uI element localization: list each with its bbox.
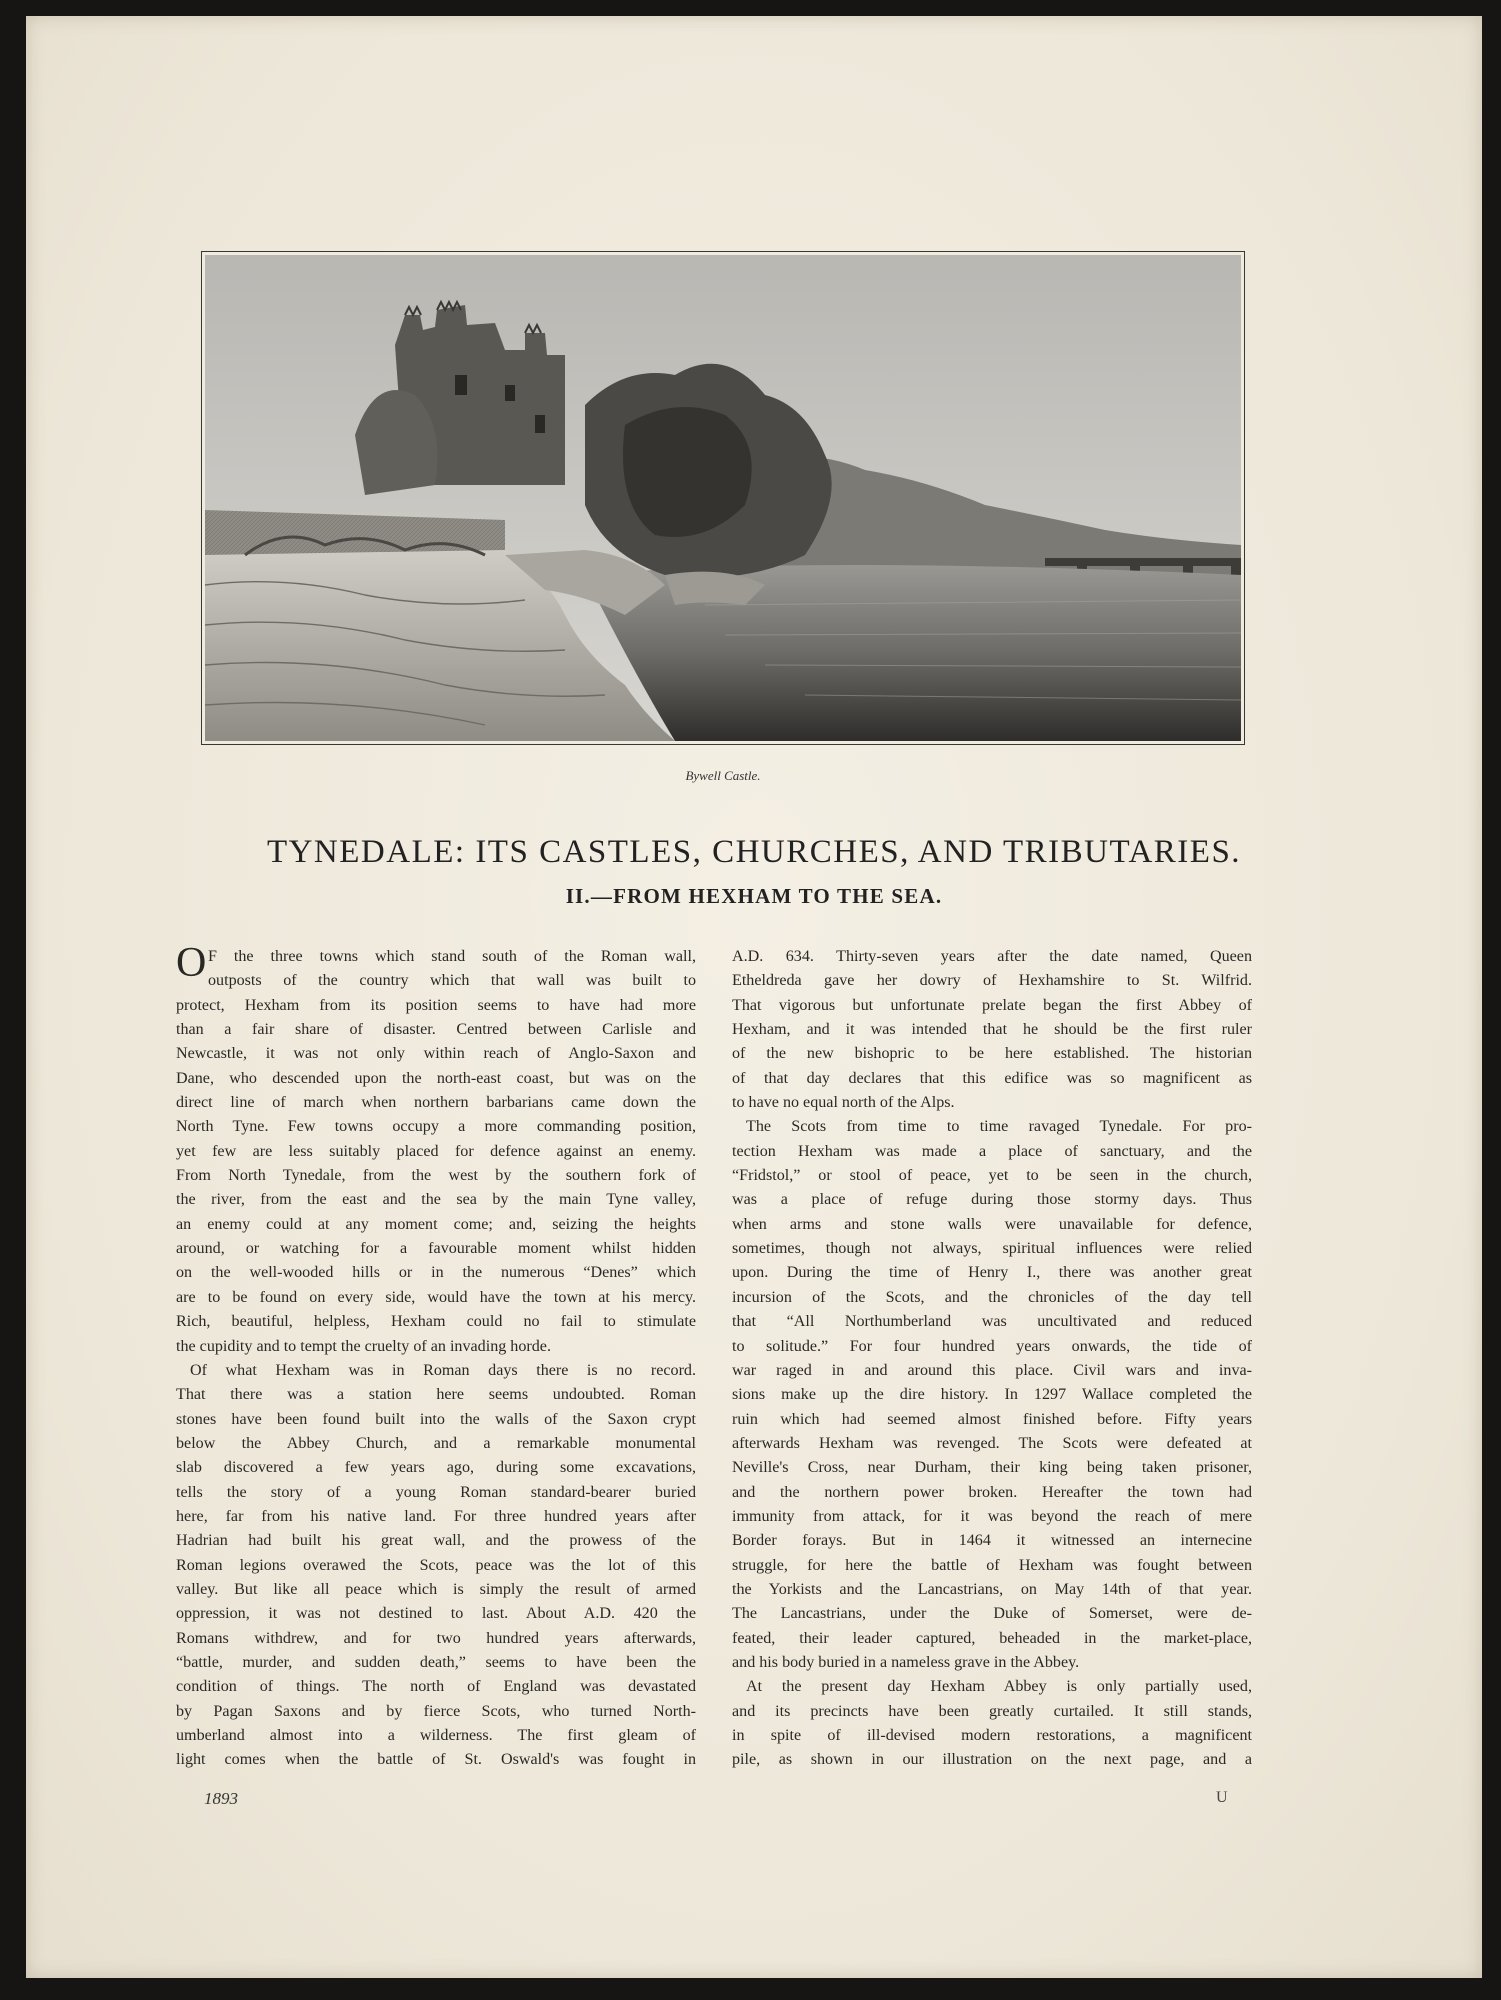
bywell-castle-illustration — [201, 251, 1245, 745]
text-line: tection Hexham was made a place of sanctuary, and the — [732, 1142, 1252, 1160]
page-folio: 1893 — [204, 1789, 238, 1808]
text-line: yet few are less suitably placed for defence against an enemy. — [176, 1142, 696, 1160]
signature-mark: U — [1216, 1789, 1228, 1806]
text-line: the Yorkists and the Lancastrians, on May 14th of that year. — [732, 1580, 1252, 1598]
text-line: than a fair share of disaster. Centred between Carlisle and — [176, 1021, 696, 1039]
text-line: the river, from the east and the sea by the main Tyne valley, — [176, 1191, 696, 1209]
drop-cap: O — [176, 940, 207, 986]
text-line: direct line of march when northern barbarians came down the — [176, 1094, 696, 1112]
text-line: feated, their leader captured, beheaded in the market-place, — [732, 1629, 1252, 1647]
page-sheet — [26, 16, 1482, 1978]
article-title: TYNEDALE: ITS CASTLES, CHURCHES, AND TRIBUTARIES. — [266, 834, 1242, 870]
text-line: incursion of the Scots, and the chronicles of the day tell — [732, 1288, 1252, 1306]
text-line: Romans withdrew, and for two hundred years afterwards, — [176, 1629, 696, 1647]
text-line: That there was a station here seems undoubted. Roman — [176, 1386, 696, 1404]
text-line: Dane, who descended upon the north-east coast, but was on the — [176, 1069, 696, 1087]
text-line: slab discovered a few years ago, during some excavations, — [176, 1459, 696, 1477]
text-line: to solitude.” For four hundred years onwards, the tide of — [732, 1337, 1252, 1355]
text-line: F the three towns which stand south of the Roman wall, — [208, 948, 696, 965]
text-line: “battle, murder, and sudden death,” seems to have been the — [176, 1653, 696, 1671]
text-line: Hexham, and it was intended that he should be the first ruler — [732, 1021, 1252, 1039]
text-line: umberland almost into a wilderness. The first gleam of — [176, 1727, 696, 1744]
text-line: and his body buried in a nameless grave in the Abbey. — [732, 1653, 1080, 1671]
text-line: of that day declares that this edifice was so magnificent as — [732, 1069, 1252, 1087]
text-line: Border forays. But in 1464 it witnessed an internecine — [732, 1532, 1252, 1550]
text-line: when arms and stone walls were unavailable for defence, — [732, 1215, 1252, 1233]
text-line: Roman legions overawed the Scots, peace was the lot of this — [176, 1556, 696, 1574]
text-line: Of what Hexham was in Roman days there is no record. — [190, 1361, 696, 1379]
text-line: of the new bishopric to be here established. The historian — [732, 1045, 1252, 1063]
text-line: protect, Hexham from its position seems to have had more — [176, 996, 696, 1014]
text-line: are to be found on every side, would have the town at his mercy. — [176, 1288, 696, 1306]
text-line: below the Abbey Church, and a remarkable monumental — [176, 1434, 696, 1452]
text-line: oppression, it was not destined to last. About A.D. 420 the — [176, 1605, 696, 1623]
castle-engraving — [205, 255, 1241, 741]
text-line: in spite of ill-devised modern restorations, a magnificent — [732, 1727, 1252, 1744]
text-line: valley. But like all peace which is simply the result of armed — [176, 1580, 696, 1598]
text-line: that “All Northumberland was uncultivated and reduced — [732, 1313, 1252, 1331]
text-line: North Tyne. Few towns occupy a more commanding position, — [176, 1118, 696, 1136]
text-line: tells the story of a young Roman standard-bearer buried — [176, 1483, 696, 1501]
text-line: Etheldreda gave her dowry of Hexhamshire to St. Wilfrid. — [732, 972, 1252, 990]
text-line: sometimes, though not always, spiritual influences were relied — [732, 1240, 1252, 1258]
text-line: upon. During the time of Henry I., there was another great — [732, 1264, 1252, 1282]
text-line: on the well-wooded hills or in the numerous “Denes” which — [176, 1264, 696, 1282]
text-line: here, far from his native land. For three hundred years after — [176, 1507, 696, 1525]
text-line: Newcastle, it was not only within reach of Anglo-Saxon and — [176, 1045, 696, 1063]
text-line: The Lancastrians, under the Duke of Somerset, were de- — [732, 1605, 1252, 1623]
right-column — [732, 945, 1252, 1773]
text-line: and its precincts have been greatly curtailed. It still stands, — [732, 1702, 1252, 1720]
text-line: war raged in and around this place. Civil wars and inva- — [732, 1361, 1252, 1379]
text-line: to have no equal north of the Alps. — [732, 1094, 955, 1112]
text-line: stones have been found built into the walls of the Saxon crypt — [176, 1410, 696, 1428]
text-line: by Pagan Saxons and by fierce Scots, who turned North- — [176, 1702, 696, 1720]
text-line: The Scots from time to time ravaged Tynedale. For pro- — [746, 1118, 1252, 1136]
text-line: “Fridstol,” or stool of peace, yet to be seen in the church, — [732, 1167, 1252, 1185]
text-line: Hadrian had built his great wall, and the prowess of the — [176, 1532, 696, 1550]
text-line: sions make up the dire history. In 1297 Wallace completed the — [732, 1386, 1252, 1404]
figure-caption: Bywell Castle. — [685, 768, 761, 783]
article-subtitle: II.—FROM HEXHAM TO THE SEA. — [565, 884, 943, 908]
text-line: From North Tynedale, from the west by the southern fork of — [176, 1167, 696, 1185]
left-column — [176, 945, 696, 1773]
text-line: the cupidity and to tempt the cruelty of an invading horde. — [176, 1337, 551, 1355]
text-line: At the present day Hexham Abbey is only partially used, — [746, 1678, 1252, 1696]
text-line: and the northern power broken. Hereafter the town had — [732, 1483, 1252, 1501]
text-line: outposts of the country which that wall was built to — [208, 972, 696, 990]
text-line: around, or watching for a favourable moment whilst hidden — [176, 1240, 696, 1258]
text-line: Rich, beautiful, helpless, Hexham could no fail to stimulate — [176, 1313, 696, 1331]
text-line: struggle, for here the battle of Hexham was fought between — [732, 1556, 1252, 1574]
text-line: was a place of refuge during those stormy days. Thus — [732, 1191, 1252, 1209]
text-line: light comes when the battle of St. Oswald's was fought in — [176, 1751, 696, 1769]
text-line: Neville's Cross, near Durham, their king being taken prisoner, — [732, 1459, 1252, 1477]
text-line: afterwards Hexham was revenged. The Scots were defeated at — [732, 1434, 1252, 1452]
text-line: condition of things. The north of England was devastated — [176, 1678, 696, 1696]
text-line: an enemy could at any moment come; and, seizing the heights — [176, 1215, 696, 1233]
text-line: A.D. 634. Thirty-seven years after the date named, Queen — [732, 948, 1252, 965]
text-line: That vigorous but unfortunate prelate began the first Abbey of — [732, 996, 1252, 1014]
text-line: ruin which had seemed almost finished before. Fifty years — [732, 1410, 1252, 1428]
text-line: pile, as shown in our illustration on the next page, and a — [732, 1751, 1252, 1769]
text-line: immunity from attack, for it was beyond the reach of mere — [732, 1507, 1252, 1525]
